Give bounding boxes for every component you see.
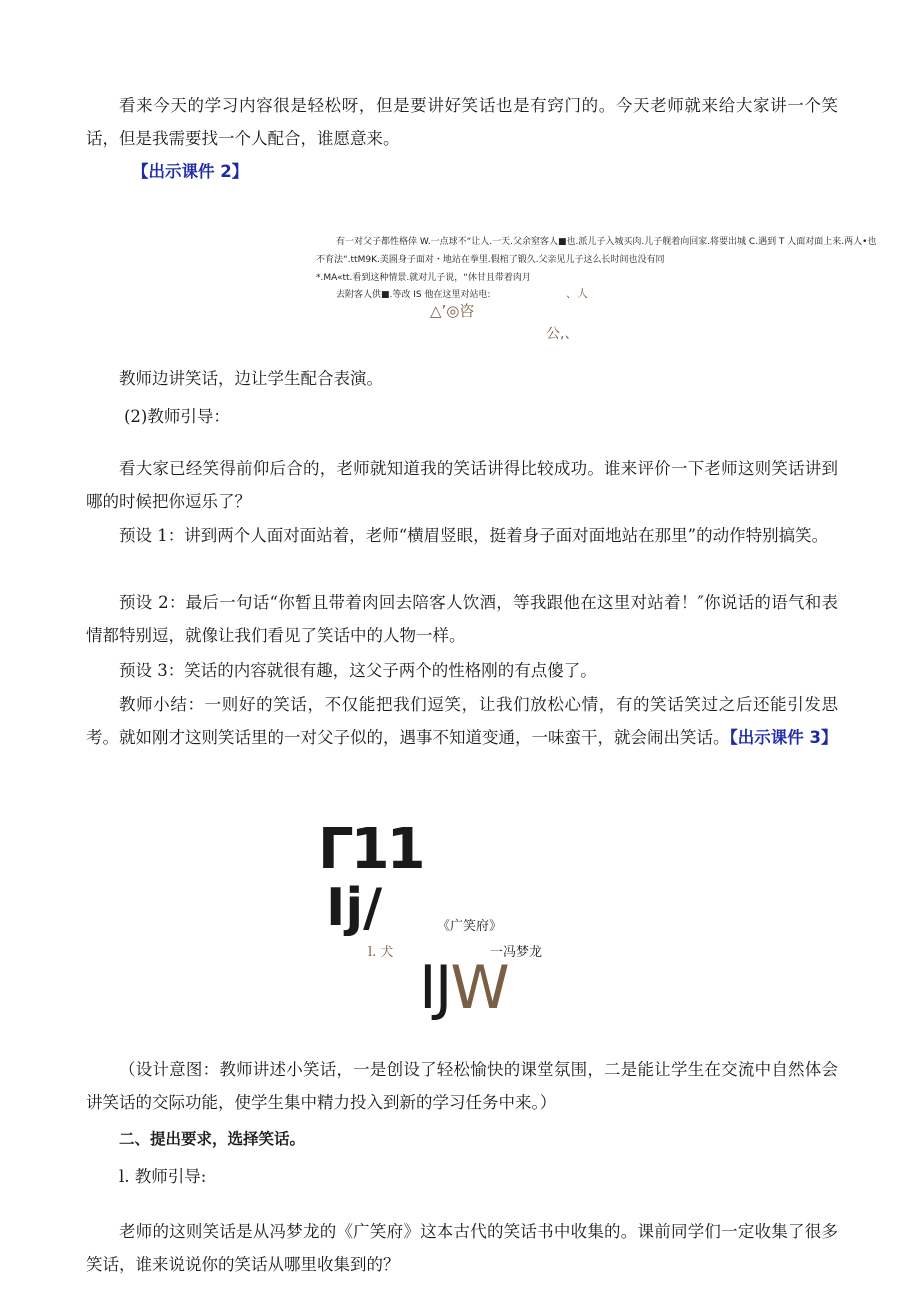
slide2-mark-3: 公,、 — [546, 326, 579, 342]
slide3-author: 一冯梦龙 — [490, 945, 543, 960]
slide3-glyph-3 — [419, 953, 508, 1023]
slide3-glyph-3-brown: W — [450, 953, 508, 1023]
teacher-summary-text: 教师小结：一则好的笑话，不仅能把我们逗笑，让我们放松心情，有的笑话笑过之后还能引发思考。就如刚才这则笑话里的一对父子似的，遇事不知道变通，一味蛮干，就会闹出笑话。 — [86, 695, 838, 747]
design-intent: （设计意图：教师讲述小笑话，一是创设了轻松愉快的课堂氛围，二是能让学生在交流中自然体会讲笑话的交际功能，使学生集中精力投入到新的学习任务中来。） — [86, 1060, 838, 1112]
preset-2: 预设 2：最后一句话“你暂且带着肉回去陪客人饮酒，等我跟他在这里对站着！″你说话的语气和表情都特别逗，就像让我们看见了笑话中的人物一样。 — [86, 593, 838, 645]
slide3-glyph-3-dark: IJ — [419, 953, 451, 1023]
teacher-performs: 教师边讲笑话，边让学生配合表演。 — [119, 369, 383, 388]
slide2-line-3: *.MA«tt.看到这种情景.就对儿子说，“休甘且带着肉月 — [316, 273, 531, 283]
slide2-line-4: 去附客人供■.等改 IS 他在这里对站电: — [336, 290, 491, 300]
guide-1: l. 教师引导: — [119, 1167, 207, 1186]
courseware-2-label: 【出示课件 2】 — [132, 162, 249, 181]
courseware-3-label: 【出示课件 3】 — [729, 728, 838, 747]
slide3-glyph-1: Γ11 — [318, 817, 423, 882]
evaluation-paragraph: 看大家已经笑得前仰后合的，老师就知道我的笑话讲得比较成功。谁来评价一下老师这则笑话讲到哪的时候把你逗乐了？ — [86, 459, 838, 511]
guide-heading: (2)教师引导： — [124, 407, 230, 426]
preset-3: 预设 3：笑话的内容就很有趣，这父子两个的性格刚的有点傻了。 — [119, 661, 597, 680]
slide3-small-mark: l. 犬 — [368, 945, 394, 960]
intro-paragraph: 看来今天的学习内容很是轻松呀，但是要讲好笑话也是有窍门的。今天老师就来给大家讲一个笑话，但是我需要找一个人配合，谁愿意来。 — [86, 96, 838, 148]
slide3-glyph-2: Ij/ — [326, 878, 383, 938]
section-2-heading: 二、提出要求，选择笑话。 — [119, 1130, 306, 1148]
preset-1: 预设 1：讲到两个人面对面站着，老师“横眉竖眼，挺着身子面对面地站在那里”的动作特别搞笑。 — [119, 526, 829, 545]
slide2-line-2: 不育法“.ttM9K.美圄身子面对・地站在拳里.假棺了锻久.父亲见儿子这么长时间也没有同 — [316, 255, 665, 265]
slide2-line-1: 有一对父子都性格倖 W.一点球不“让人.一天.父余窒客人■也.派儿子入城买肉.儿子舰着向回家.将要出城 C.遇到 T 人面对面上来.两人•也 — [336, 237, 877, 247]
slide2-mark-2: △’◎咨 — [430, 302, 475, 320]
final-paragraph: 老师的这则笑话是从冯梦龙的《广笑府》这本古代的笑话书中收集的。课前同学们一定收集了很多笑话，谁来说说你的笑话从哪里收集到的？ — [86, 1222, 838, 1274]
teacher-summary — [86, 688, 838, 754]
slide3-book-title: 《广笑府》 — [437, 919, 503, 934]
slide2-mark-1: 、人 — [566, 287, 588, 300]
